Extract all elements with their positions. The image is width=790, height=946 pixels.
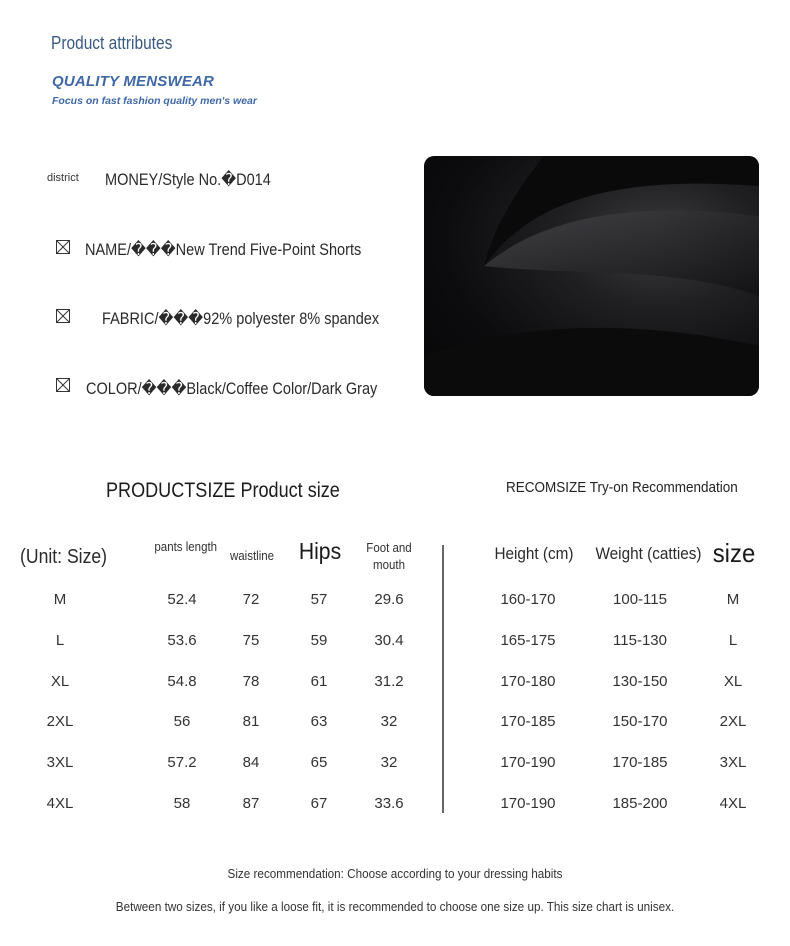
- checkbox-icon: [56, 240, 70, 254]
- table-cell: 87: [242, 795, 260, 812]
- style-number: MONEY/Style No.�D014: [105, 171, 271, 189]
- checkbox-icon: [56, 309, 70, 323]
- table-cell: 65: [310, 754, 328, 772]
- table-cell: 32: [380, 754, 398, 772]
- table-cell: 61: [310, 672, 328, 690]
- table-cell: 57.2: [167, 754, 197, 772]
- table-cell: XL: [50, 672, 70, 690]
- table-cell: 2XL: [46, 713, 74, 731]
- product-name: NAME/���New Trend Five-Point Shorts: [85, 241, 362, 259]
- product-size-title: PRODUCTSIZE Product size: [106, 479, 340, 502]
- table-cell: M: [726, 591, 740, 608]
- table-cell: 63: [310, 713, 328, 731]
- table-cell: 170-185: [612, 754, 668, 772]
- brand-name: QUALITY MENSWEAR: [52, 73, 215, 90]
- table-cell: 57: [310, 591, 328, 608]
- table-cell: 32: [380, 713, 398, 731]
- product-fabric: FABRIC/���92% polyester 8% spandex: [102, 310, 380, 328]
- product-color: COLOR/���Black/Coffee Color/Dark Gray: [86, 380, 378, 398]
- table-cell: 78: [242, 672, 260, 690]
- table-cell: 165-175: [500, 631, 556, 649]
- table-cell: 54.8: [167, 672, 197, 690]
- table-cell: 100-115: [613, 591, 667, 608]
- table-cell: 67: [310, 795, 328, 812]
- recommendation-title: RECOMSIZE Try-on Recommendation: [506, 479, 738, 496]
- table-cell: L: [55, 631, 65, 649]
- table-cell: 2XL: [719, 713, 747, 731]
- header-unit: (Unit: Size): [20, 546, 108, 568]
- table-cell: 115-130: [613, 631, 667, 649]
- table-cell: 170-190: [500, 754, 556, 772]
- table-cell: 4XL: [46, 795, 74, 812]
- table-cell: 3XL: [46, 754, 74, 772]
- table-cell: L: [728, 631, 738, 649]
- table-cell: 30.4: [374, 631, 404, 649]
- table-cell: 170-180: [500, 672, 556, 690]
- size-disclaimer: Between two sizes, if you like a loose fit, it is recommended to choose one size up. This size chart is unisex.: [115, 899, 675, 914]
- size-note: Size recommendation: Choose according to your dressing habits: [227, 866, 563, 881]
- checkbox-icon: [56, 378, 70, 392]
- header-foot-and-mouth: Foot and mouth: [366, 541, 412, 572]
- table-cell: 52.4: [167, 591, 197, 608]
- header-waistline: waistline: [229, 549, 275, 563]
- table-cell: XL: [723, 672, 743, 690]
- table-cell: 130-150: [612, 672, 668, 690]
- table-cell: M: [53, 591, 67, 608]
- table-cell: 53.6: [167, 631, 197, 649]
- table-cell: 4XL: [719, 795, 747, 812]
- header-hips: Hips: [298, 538, 342, 564]
- table-cell: 58: [173, 795, 191, 812]
- brand-tagline: Focus on fast fashion quality men's wear: [52, 95, 257, 107]
- table-cell: 29.6: [374, 591, 404, 608]
- district-label: district: [47, 172, 79, 184]
- table-cell: 84: [242, 754, 260, 772]
- table-divider: [442, 545, 444, 813]
- table-cell: 150-170: [612, 713, 668, 731]
- table-cell: 56: [173, 713, 191, 731]
- header-weight: Weight (catties): [595, 544, 702, 563]
- header-height: Height (cm): [494, 544, 574, 563]
- table-cell: 72: [242, 591, 260, 608]
- table-cell: 160-170: [500, 591, 556, 608]
- section-title-product-attributes: Product attributes: [51, 33, 173, 53]
- header-pants-length: pants length: [154, 540, 218, 554]
- table-cell: 185-200: [612, 795, 668, 812]
- header-size: size: [712, 538, 756, 568]
- table-cell: 31.2: [374, 672, 404, 690]
- fabric-image: [424, 156, 759, 396]
- table-cell: 170-190: [500, 795, 556, 812]
- table-cell: 81: [242, 713, 260, 731]
- table-cell: 170-185: [500, 713, 556, 731]
- table-cell: 75: [242, 631, 260, 649]
- table-cell: 3XL: [719, 754, 747, 772]
- table-cell: 33.6: [374, 795, 404, 812]
- table-cell: 59: [310, 631, 328, 649]
